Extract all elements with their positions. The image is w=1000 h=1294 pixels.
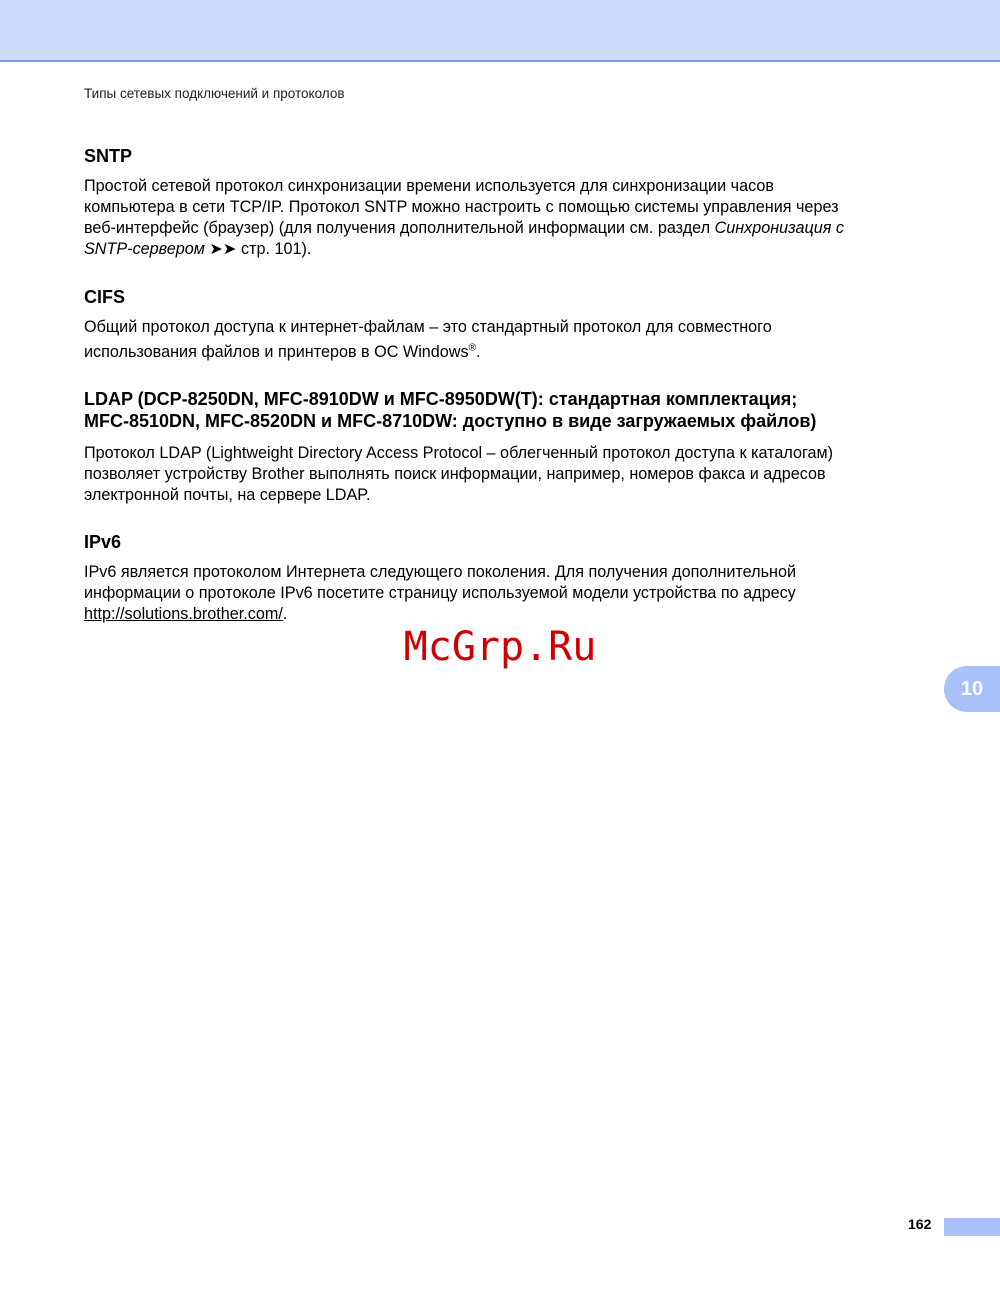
running-header: Типы сетевых подключений и протоколов [84, 86, 345, 101]
text-line: использования файлов и принтеров в ОС Windows®. [84, 342, 481, 361]
registered-mark: ® [468, 342, 476, 354]
text-line: веб-интерфейс (браузер) (для получения дополнительной информации см. раздел Синхронизация с [84, 219, 845, 237]
text-line: Протокол LDAP (Lightweight Directory Access Protocol – облегченный протокол доступа к каталогам) [84, 444, 834, 462]
text-line: электронной почты, на сервере LDAP. [84, 486, 371, 504]
watermark: McGrp.Ru [403, 624, 597, 670]
page-number: 162 [908, 1216, 932, 1232]
section-title-ldap: LDAP (DCP-8250DN, MFC-8910DW и MFC-8950DW(T): стандартная комплектация; MFC-8510DN, MFC-8520DN и MFC-8710DW: доступно в виде загружаемых файлов) [84, 389, 817, 431]
cross-reference[interactable]: SNTP-сервером [84, 240, 205, 258]
paragraph-ldap [84, 443, 833, 506]
paragraph-sntp [84, 176, 844, 260]
text-line: компьютера в сети TCP/IP. Протокол SNTP можно настроить с помощью системы управления через [84, 198, 839, 216]
paragraph-ipv6 [84, 562, 796, 625]
page-number-bar [944, 1218, 1000, 1236]
text-line: SNTP-сервером ➤➤ стр. 101). [84, 240, 312, 258]
section-title-ipv6: IPv6 [84, 532, 122, 552]
section-title-sntp: SNTP [84, 146, 133, 166]
solutions-link[interactable]: http://solutions.brother.com/ [84, 605, 283, 623]
text-line: http://solutions.brother.com/. [84, 605, 288, 623]
text-line: Общий протокол доступа к интернет-файлам – это стандартный протокол для совместного [84, 318, 772, 336]
chapter-tab: 10 [944, 666, 1000, 712]
text-line: IPv6 является протоколом Интернета следующего поколения. Для получения дополнительной [84, 563, 796, 581]
top-header-band [0, 0, 1000, 62]
text-line: Простой сетевой протокол синхронизации времени используется для синхронизации часов [84, 177, 774, 195]
cross-reference[interactable]: Синхронизация с [714, 219, 845, 237]
double-arrow-icon: ➤➤ [204, 240, 241, 258]
text-line: информации о протоколе IPv6 посетите страницу используемой модели устройства по адресу [84, 584, 796, 602]
section-title-cifs: CIFS [84, 287, 126, 307]
paragraph-cifs [84, 317, 772, 363]
text-line: позволяет устройству Brother выполнять поиск информации, например, номеров факса и адресов [84, 465, 826, 483]
